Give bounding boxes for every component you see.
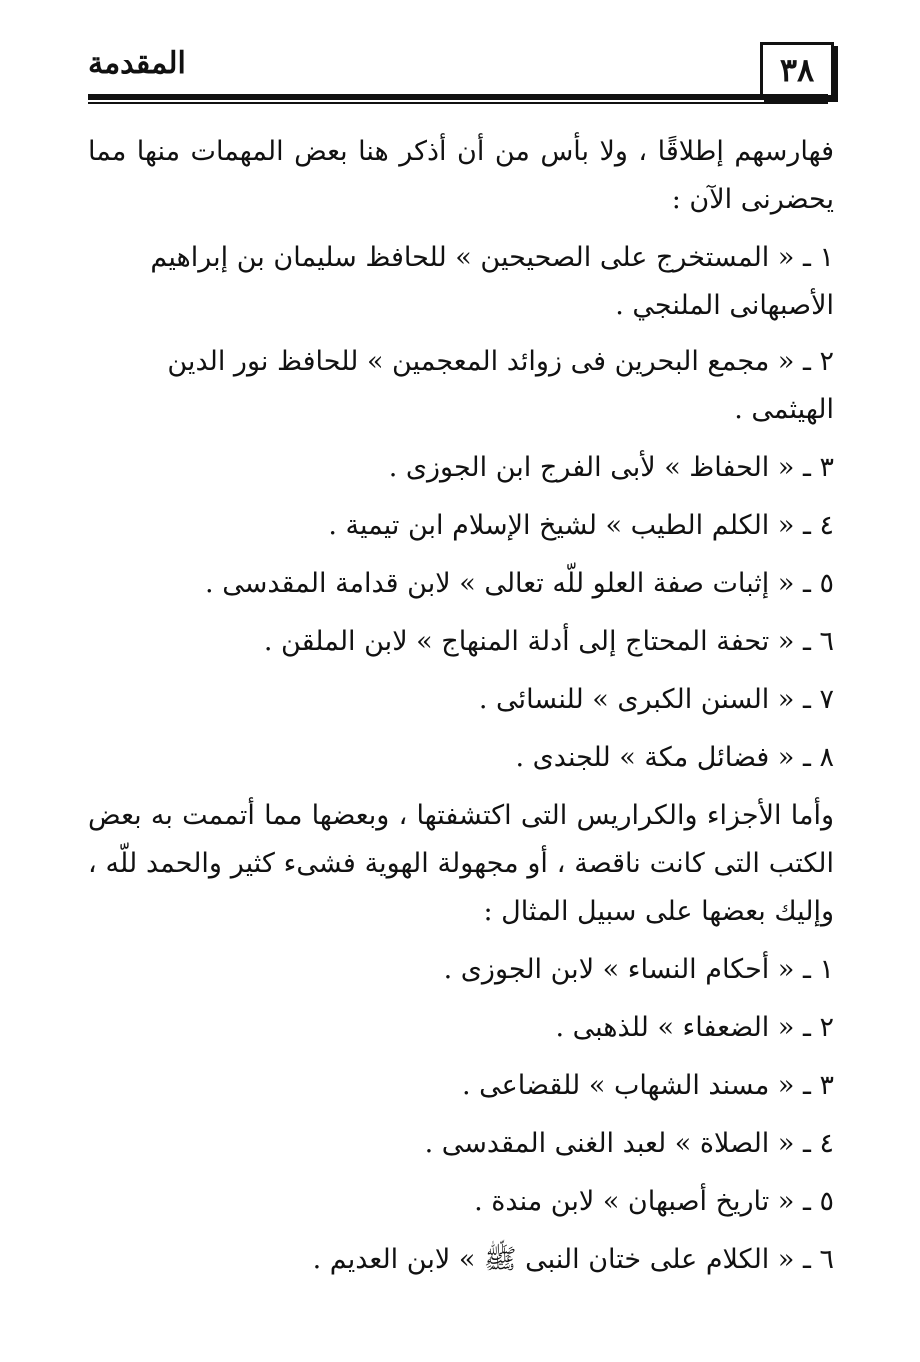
list-item: ٧ ـ « السنن الكبرى » للنسائى . <box>478 684 834 715</box>
important-works-list <box>88 234 834 782</box>
list-item: ٦ ـ « تحفة المحتاج إلى أدلة المنهاج » لابن الملقن . <box>263 626 834 657</box>
list-item: ٤ ـ « الصلاة » لعبد الغنى المقدسى . <box>424 1128 834 1159</box>
page-header <box>88 38 834 100</box>
list-item: ٥ ـ « إثبات صفة العلو للّه تعالى » لابن قدامة المقدسى . <box>205 568 834 599</box>
list-item: ١ ـ « المستخرج على الصحيحين » للحافظ سليمان بن إبراهيم الأصبهانى الملنجي . <box>150 242 834 321</box>
list-item: ٣ ـ « مسند الشهاب » للقضاعى . <box>462 1070 834 1101</box>
middle-paragraph: وأما الأجزاء والكراريس التى اكتشفتها ، وبعضها مما أتممت به بعض الكتب التى كانت ناقصة ، أو مجهولة الهوية فشىء كثير والحمد للّه ، وإليك بعضها على سبيل المثال : <box>88 800 834 927</box>
header-rule-thick <box>88 94 828 100</box>
list-item: ٢ ـ « الضعفاء » للذهبى . <box>555 1012 834 1043</box>
page-number: ٣٨ <box>760 42 834 98</box>
header-rule-thin <box>88 102 828 104</box>
section-title: المقدمة <box>88 46 186 81</box>
list-item: ٨ ـ « فضائل مكة » للجندى . <box>515 742 834 773</box>
list-item: ٥ ـ « تاريخ أصبهان » لابن مندة . <box>474 1186 834 1217</box>
list-item: ٣ ـ « الحفاظ » لأبى الفرج ابن الجوزى . <box>388 452 834 483</box>
list-item: ٤ ـ « الكلم الطيب » لشيخ الإسلام ابن تيمية . <box>328 510 834 541</box>
intro-paragraph: فهارسهم إطلاقًا ، ولا بأس من أن أذكر هنا بعض المهمات منها مما يحضرنى الآن : <box>88 136 834 215</box>
page-body <box>88 128 834 1294</box>
list-item: ١ ـ « أحكام النساء » لابن الجوزى . <box>443 954 834 985</box>
discovered-parts-list <box>88 946 834 1284</box>
list-item: ٢ ـ « مجمع البحرين فى زوائد المعجمين » للحافظ نور الدين الهيثمى . <box>167 346 834 425</box>
list-item: ٦ ـ « الكلام على ختان النبى ﷺ » لابن العديم . <box>312 1244 834 1275</box>
